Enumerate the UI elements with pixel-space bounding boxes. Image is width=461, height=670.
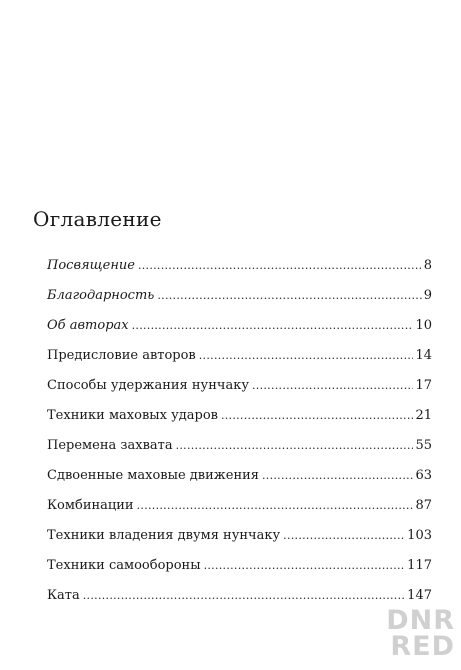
toc-entry-page: 63 xyxy=(415,468,432,483)
leader-dots xyxy=(221,401,413,431)
toc-entry-label: Комбинации xyxy=(47,498,134,513)
toc-entry-dedication xyxy=(47,251,432,281)
toc-entry-preface xyxy=(47,341,432,371)
toc-entry-page: 9 xyxy=(423,288,432,303)
watermark-line1: DNR xyxy=(386,605,455,636)
leader-dots xyxy=(137,491,414,521)
toc-entry-self-defense xyxy=(47,551,432,581)
toc-entry-page: 8 xyxy=(423,258,432,273)
toc-entry-page: 87 xyxy=(415,498,432,513)
toc-entry-grips xyxy=(47,371,432,401)
toc-entry-page: 17 xyxy=(415,378,432,393)
toc-entry-combinations xyxy=(47,491,432,521)
leader-dots xyxy=(204,551,406,581)
leader-dots xyxy=(138,251,422,281)
toc-entry-page: 117 xyxy=(407,558,432,573)
toc-entry-label: Сдвоенные маховые движения xyxy=(47,468,259,483)
toc-entry-page: 55 xyxy=(415,438,432,453)
toc-entry-two-nunchaku xyxy=(47,521,432,551)
toc-entry-page: 10 xyxy=(415,318,432,333)
toc-entry-label: Техники владения двумя нунчаку xyxy=(47,528,281,543)
toc-entry-label: Посвящение xyxy=(47,258,135,273)
page-title: Оглавление xyxy=(33,207,162,231)
toc-entry-about-authors xyxy=(47,311,432,341)
toc-entry-label: Ката xyxy=(47,588,80,603)
leader-dots xyxy=(199,341,414,371)
leader-dots xyxy=(283,521,405,551)
toc-entry-acknowledgements xyxy=(47,281,432,311)
toc-entry-label: Техники самообороны xyxy=(47,558,201,573)
toc-entry-label: Предисловие авторов xyxy=(47,348,196,363)
toc-list xyxy=(47,251,432,611)
toc-entry-label: Об авторах xyxy=(47,318,129,333)
toc-entry-page: 103 xyxy=(407,528,432,543)
leader-dots xyxy=(252,371,413,401)
toc-entry-grip-change xyxy=(47,431,432,461)
leader-dots xyxy=(157,281,421,311)
toc-entry-page: 14 xyxy=(415,348,432,363)
leader-dots xyxy=(176,431,414,461)
leader-dots xyxy=(132,311,414,341)
leader-dots xyxy=(262,461,413,491)
toc-entry-page: 21 xyxy=(415,408,432,423)
toc-entry-label: Перемена захвата xyxy=(47,438,173,453)
leader-dots xyxy=(83,581,405,611)
watermark-logo xyxy=(386,605,455,662)
toc-entry-kata xyxy=(47,581,432,611)
toc-entry-label: Техники маховых ударов xyxy=(47,408,218,423)
toc-entry-page: 147 xyxy=(407,588,432,603)
toc-entry-label: Способы удержания нунчаку xyxy=(47,378,249,393)
toc-entry-label: Благодарность xyxy=(47,288,155,303)
toc-entry-swing-strikes xyxy=(47,401,432,431)
watermark-line2: RED xyxy=(390,631,455,662)
toc-entry-double-swings xyxy=(47,461,432,491)
